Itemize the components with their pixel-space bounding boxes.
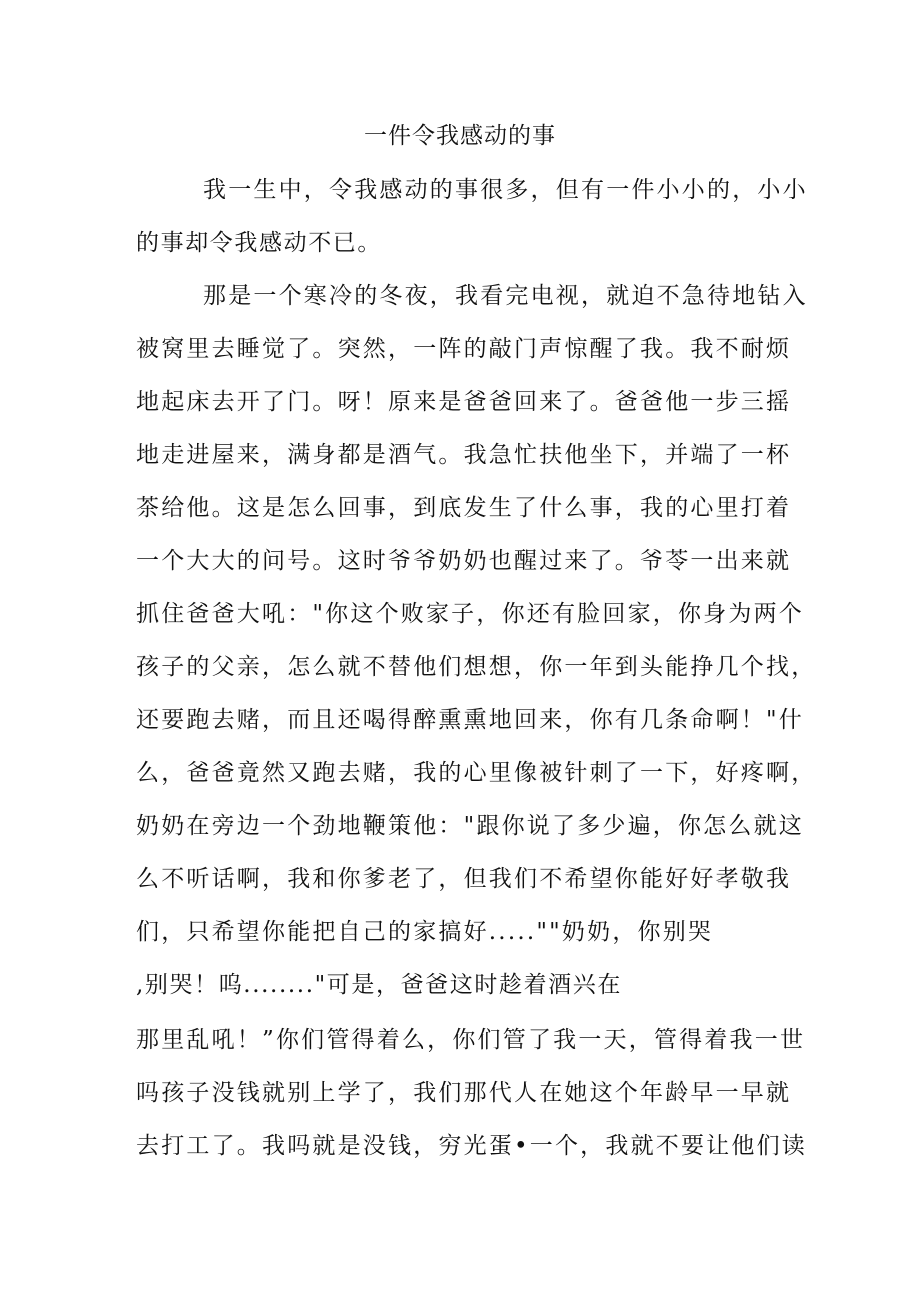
text-line: 被窝里去睡觉了。突然，一阵的敲门声惊醒了我。我不耐烦 — [136, 336, 792, 362]
text-line: 们，只希望你能把自己的家搞好.....""奶奶，你别哭 — [136, 919, 714, 945]
text-line: 那是一个寒冷的冬夜，我看完电视，就迫不急待地钻入 — [203, 283, 808, 309]
text-line: 么，爸爸竟然又跑去赌，我的心里像被针刺了一下，好疼啊， — [136, 760, 817, 786]
text-line: 一个大大的问号。这时爷爷奶奶也醒过来了。爷苓一出来就 — [136, 548, 792, 574]
text-line: 那里乱吼！”你们管得着么，你们管了我一天，管得着我一世 — [136, 1027, 806, 1053]
text-line: 抓住爸爸大吼："你这个败家子，你还有脸回家，你身为两个 — [136, 601, 804, 627]
text-line: 茶给他。这是怎么回事，到底发生了什么事，我的心里打着 — [136, 495, 792, 521]
text-line: 吗孩子没钱就别上学了，我们那代人在她这个年龄早一早就 — [136, 1080, 792, 1106]
text-line: 孩子的父亲，怎么就不替他们想想，你一年到头能挣几个找， — [136, 654, 817, 680]
text-line: 还要跑去赌，而且还喝得醉熏熏地回来，你有几条命啊！"什 — [136, 707, 804, 733]
document-title: 一件令我感动的事 — [364, 123, 556, 149]
text-line: 地走进屋来，满身都是酒气。我急忙扶他坐下，并端了一杯 — [136, 442, 792, 468]
text-line: 我一生中，令我感动的事很多，但有一件小小的，小小 — [203, 177, 808, 203]
text-line: ,别哭！呜........"可是，爸爸这时趁着酒兴在 — [136, 972, 622, 998]
text-line: 地起床去开了门。呀！原来是爸爸回来了。爸爸他一步三摇 — [136, 389, 792, 415]
text-line: 去打工了。我吗就是没钱，穷光蛋•一个，我就不要让他们读 — [136, 1133, 807, 1159]
text-line: 的事却令我感动不已。 — [136, 230, 382, 256]
text-line: 么不听话啊，我和你爹老了，但我们不希望你能好好孝敬我 — [136, 866, 792, 892]
text-line: 奶奶在旁边一个劲地鞭策他："跟你说了多少遍，你怎么就这 — [136, 813, 804, 839]
